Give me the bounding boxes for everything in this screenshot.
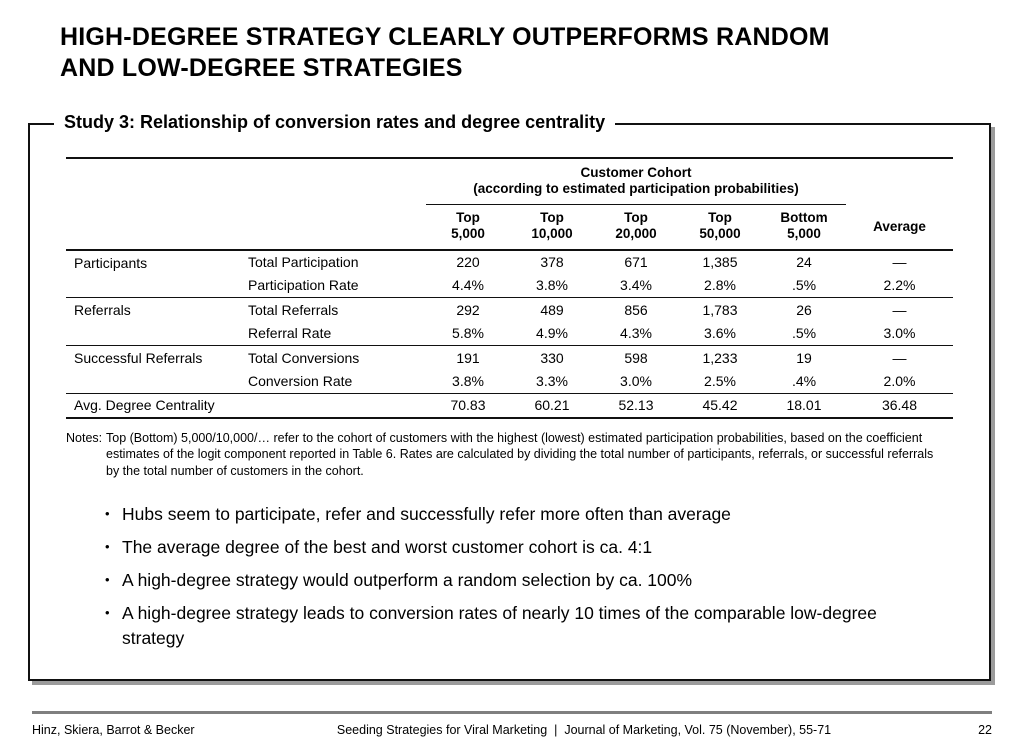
notes-text: Top (Bottom) 5,000/10,000/… refer to the cohort of customers with the highest (lowest) estimated participation probabilities, based on the coefficient estimates of the logit component reported in Table 6. Rates are calculated by dividing the total number of participants, referrals, or successful referrals by the total number of customers in the cohort. (106, 430, 934, 479)
bullet-icon: • (105, 539, 110, 555)
spanner-line1: Customer Cohort (580, 164, 692, 180)
cell-metric: Participation Rate (248, 277, 359, 294)
cell-value: — (892, 254, 907, 270)
spanner-header (426, 158, 846, 204)
cell-metric: Total Conversions (248, 346, 426, 370)
bullet-text: The average degree of the best and worst customer cohort is ca. 4:1 (122, 537, 653, 558)
cell-value: — (846, 346, 953, 370)
cell-value: 220 (456, 254, 480, 270)
spacer-cell (66, 158, 426, 204)
notes-label: Notes: (66, 430, 103, 445)
cell-value: .5% (791, 325, 817, 342)
table-notes (66, 430, 953, 481)
spacer-cell (66, 204, 426, 250)
cell-value: 1,233 (678, 346, 762, 370)
cell-value: 4.9% (536, 325, 568, 342)
cell-value: 378 (540, 254, 564, 270)
table-spanner-row (66, 158, 953, 204)
cell-value: 36.48 (846, 394, 953, 418)
bullet-icon: • (105, 572, 110, 588)
cell-value: 4.3% (620, 325, 652, 342)
cell-value: .4% (791, 373, 817, 390)
table-row (66, 250, 953, 274)
cell-value: 3.0% (620, 373, 652, 390)
cell-value: 5.8% (452, 325, 484, 342)
cell-value: — (846, 298, 953, 322)
cell-value: 3.0% (883, 325, 916, 342)
slide-title (60, 22, 830, 84)
cell-value: .5% (791, 277, 817, 294)
cell-metric: Total Participation (248, 254, 359, 270)
cell-value: 1,783 (678, 298, 762, 322)
cell-metric: Conversion Rate (248, 373, 353, 390)
bullet-list (104, 502, 929, 651)
cell-value: 330 (510, 346, 594, 370)
table-row (66, 298, 953, 322)
column-header-top-20000: Top 20,000 (594, 204, 678, 250)
cell-value: 2.5% (704, 373, 736, 390)
row-group-label: Participants (74, 254, 148, 271)
footer-divider (32, 711, 992, 714)
spacer-cell (846, 158, 953, 204)
cell-value: 2.0% (883, 373, 916, 390)
slide-title-line2: AND LOW-DEGREE STRATEGIES (60, 54, 463, 82)
column-header-top-10000: Top 10,000 (510, 204, 594, 250)
bullet-text: Hubs seem to participate, refer and successfully refer more often than average (122, 504, 731, 525)
cell-value: 292 (426, 298, 510, 322)
slide-title-line1: HIGH-DEGREE STRATEGY CLEARLY OUTPERFORMS RANDOM (60, 23, 830, 51)
cell-value: 191 (426, 346, 510, 370)
bullet-item (104, 601, 929, 651)
study-box-content (30, 125, 989, 651)
bullet-text: A high-degree strategy would outperform a random selection by ca. 100% (122, 570, 693, 591)
cell-value: 26 (762, 298, 846, 322)
bullet-item (104, 502, 929, 527)
cell-value: 2.8% (704, 277, 736, 294)
column-header-average: Average (846, 204, 953, 250)
cell-value: 45.42 (678, 394, 762, 418)
footer-citation: Seeding Strategies for Viral Marketing | Journal of Marketing, Vol. 75 (November), 55-71 (336, 723, 832, 737)
page-number: 22 (978, 723, 992, 737)
cell-value: 3.8% (452, 373, 484, 390)
cell-value: 4.4% (452, 277, 484, 294)
cell-value: 18.01 (762, 394, 846, 418)
row-group-label: Successful Referrals (66, 346, 248, 394)
cell-value: 856 (594, 298, 678, 322)
column-header-top-5000: Top 5,000 (426, 204, 510, 250)
cell-value: 598 (594, 346, 678, 370)
study-box-title: Study 3: Relationship of conversion rates and degree centrality (54, 112, 615, 133)
table-summary-row (66, 394, 953, 418)
cell-value: 52.13 (594, 394, 678, 418)
bullet-text: A high-degree strategy leads to conversion rates of nearly 10 times of the comparable low-degree strategy (122, 603, 877, 649)
column-header-top-50000: Top 50,000 (678, 204, 762, 250)
cell-value: 70.83 (426, 394, 510, 418)
cell-value: 1,385 (702, 254, 738, 270)
column-header-bottom-5000: Bottom 5,000 (762, 204, 846, 250)
cell-value: 671 (624, 254, 648, 270)
cell-metric: Referral Rate (248, 325, 332, 342)
table-row (66, 346, 953, 370)
cell-metric: Total Referrals (248, 298, 426, 322)
bullet-icon: • (105, 506, 110, 522)
row-group-label: Referrals (66, 298, 248, 346)
bullet-item (104, 568, 929, 593)
cell-value: 60.21 (510, 394, 594, 418)
table-column-header-row (66, 204, 953, 250)
summary-label: Avg. Degree Centrality (66, 394, 426, 418)
study-box (28, 112, 991, 681)
cell-value: 3.8% (536, 277, 568, 294)
spanner-line2: (according to estimated participation probabilities) (473, 180, 799, 196)
cell-value: 24 (796, 254, 812, 270)
cell-value: 19 (762, 346, 846, 370)
results-table (66, 157, 953, 419)
footer-authors: Hinz, Skiera, Barrot & Becker (32, 723, 195, 737)
cell-value: 489 (510, 298, 594, 322)
cell-value: 3.6% (704, 325, 736, 342)
cell-value: 2.2% (883, 277, 916, 294)
cell-value: 3.4% (620, 277, 652, 294)
cell-value: 3.3% (536, 373, 568, 390)
bullet-item (104, 535, 929, 560)
bullet-icon: • (105, 605, 110, 621)
